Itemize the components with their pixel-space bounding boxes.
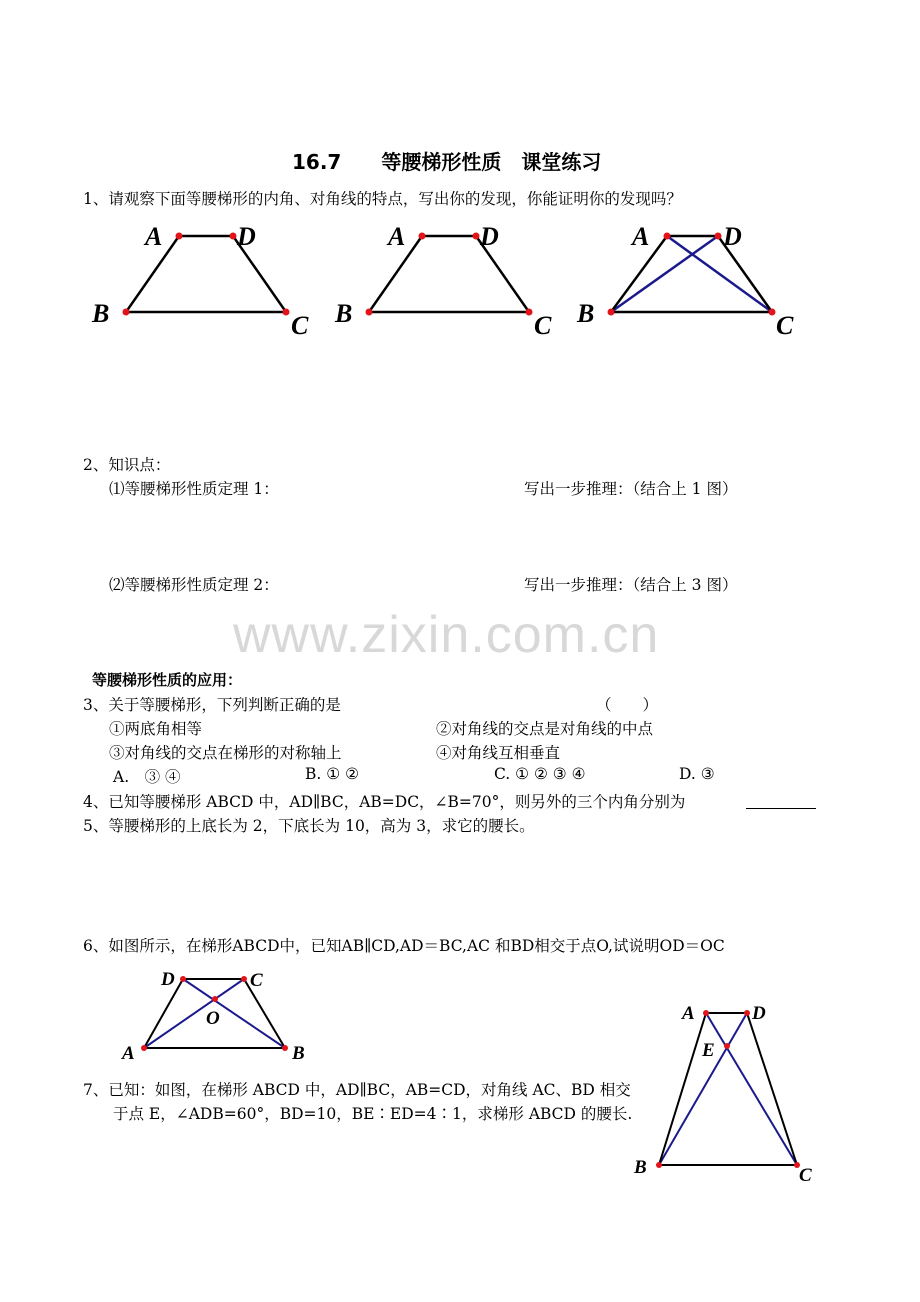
diagonal-AC (706, 1013, 797, 1165)
diagonal-BD (659, 1013, 747, 1165)
vertex-D (473, 233, 480, 240)
vertex-B (282, 1045, 288, 1051)
label-B: B (292, 1043, 305, 1064)
vertex-D (230, 233, 237, 240)
trapezoid-outline (659, 1013, 797, 1165)
vertex-B (656, 1162, 662, 1168)
label-D: D (723, 222, 742, 251)
label-A: A (122, 1043, 135, 1064)
application-heading: 等腰梯形性质的应用： (92, 671, 243, 689)
vertex-C (241, 976, 247, 982)
vertex-B (608, 309, 615, 316)
vertex-D (715, 233, 722, 240)
watermark: www.zixin.com.cn (233, 606, 660, 664)
diagonal-BD (183, 979, 285, 1048)
label-D: D (237, 222, 256, 251)
question-7-line-1: 7、已知：如图，在梯形 ABCD 中，AD∥BC，AB=CD，对角线 AC、BD 相交 (83, 1081, 631, 1099)
label-C: C (250, 970, 263, 991)
vertex-C (526, 309, 533, 316)
vertex-B (366, 309, 373, 316)
label-B: B (634, 1157, 647, 1178)
vertex-C (769, 309, 776, 316)
question-3-stem: 3、关于等腰梯形，下列判断正确的是 (83, 696, 341, 714)
vertex-A (419, 233, 426, 240)
label-E: E (702, 1040, 715, 1061)
label-D: D (480, 222, 499, 251)
option-B: B. ① ② (305, 765, 359, 783)
figure-1-trapezoid (85, 215, 325, 345)
vertex-C (283, 309, 290, 316)
label-A: A (682, 1003, 695, 1024)
label-D: D (752, 1003, 766, 1024)
label-B: B (335, 299, 353, 328)
label-C: C (534, 311, 552, 340)
question-7-line-2: 于点 E，∠ADB=60°，BD=10，BE∶ED=4∶1，求梯形 ABCD 的腰长. (113, 1105, 633, 1123)
label-A: A (388, 222, 406, 251)
vertex-A (664, 233, 671, 240)
theorem-1-label: ⑴等腰梯形性质定理 1： (109, 480, 279, 498)
statement-1: ①两底角相等 (109, 720, 203, 738)
reasoning-2-label: 写出一步推理：（结合上 3 图） (524, 576, 738, 594)
label-C: C (776, 311, 794, 340)
question-1: 1、请观察下面等腰梯形的内角、对角线的特点，写出你的发现，你能证明你的发现吗？ (83, 190, 682, 208)
vertex-A (141, 1045, 147, 1051)
option-D: D. ③ (679, 765, 715, 783)
diagonal-BD (611, 236, 718, 312)
option-A: A. ③ ④ (113, 768, 181, 786)
label-A: A (145, 222, 163, 251)
question-4: 4、已知等腰梯形 ABCD 中，AD∥BC，AB=DC，∠B=70°，则另外的三个内角分别为 (83, 793, 686, 811)
intersection-E (724, 1043, 730, 1049)
theorem-2-label: ⑵等腰梯形性质定理 2： (109, 576, 279, 594)
label-B: B (92, 299, 110, 328)
figure-6-trapezoid (115, 962, 325, 1072)
vertex-A (703, 1010, 709, 1016)
vertex-B (123, 309, 130, 316)
label-C: C (799, 1165, 812, 1186)
statement-3: ③对角线的交点在梯形的对称轴上 (109, 744, 342, 762)
label-B: B (577, 299, 595, 328)
question-3-answer-paren: （ ） (596, 696, 659, 714)
option-C: C. ① ② ③ ④ (494, 765, 586, 783)
vertex-D (744, 1010, 750, 1016)
diagonal-AC (144, 979, 244, 1048)
intersection-O (212, 996, 218, 1002)
question-2-heading: 2、知识点： (83, 456, 171, 474)
figure-3-trapezoid-diagonals (575, 215, 815, 345)
question-5: 5、等腰梯形的上底长为 2，下底长为 10，高为 3，求它的腰长。 (83, 817, 535, 835)
vertex-D (180, 976, 186, 982)
statement-4: ④对角线互相垂直 (436, 744, 561, 762)
vertex-A (176, 233, 183, 240)
label-D: D (161, 969, 175, 990)
label-C: C (291, 311, 309, 340)
question-6: 6、如图所示，在梯形ABCD中，已知AB∥CD,AD＝BC,AC 和BD相交于点O,试说明OD＝OC (83, 937, 725, 955)
figure-2-trapezoid (330, 215, 570, 345)
label-A: A (632, 222, 650, 251)
answer-blank-line[interactable] (746, 808, 816, 809)
reasoning-1-label: 写出一步推理：（结合上 1 图） (524, 480, 738, 498)
statement-2: ②对角线的交点是对角线的中点 (436, 720, 654, 738)
page-title: 16.7 等腰梯形性质 课堂练习 (292, 150, 602, 174)
label-O: O (206, 1008, 220, 1029)
diagonal-AC (667, 236, 772, 312)
figure-7-trapezoid (625, 995, 825, 1190)
